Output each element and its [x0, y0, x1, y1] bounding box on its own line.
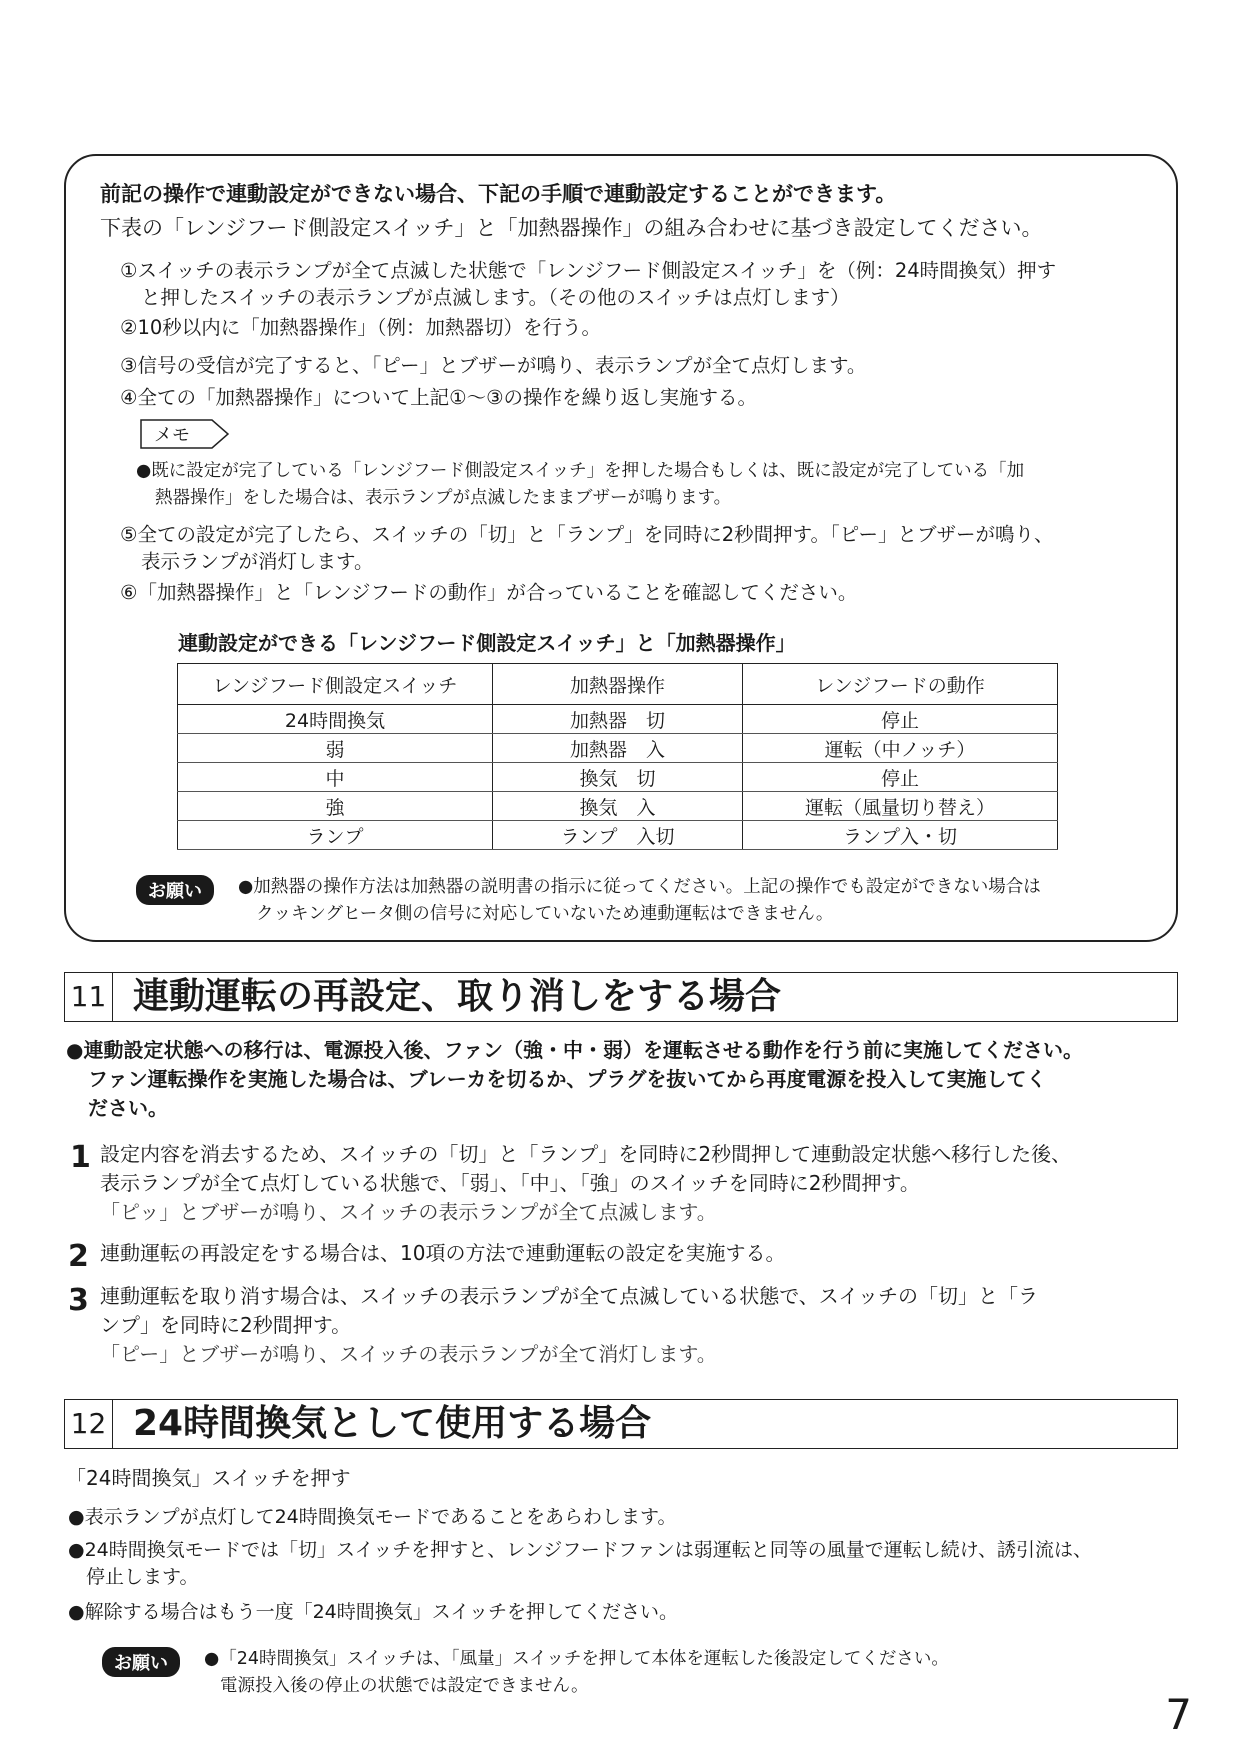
sec11-step-1-line-2: 表示ランプが全て点灯している状態で、「弱」、「中」、「強」のスイッチを同時に2秒間押す。 [100, 1171, 920, 1195]
table-cell: 加熱器 入 [493, 734, 743, 763]
table-cell: 換気 切 [493, 763, 743, 792]
table-header-row [178, 664, 1058, 705]
step-3: ③信号の受信が完了すると、「ピー」とブザーが鳴り、表示ランプが全て点灯します。 [120, 354, 867, 377]
sec11-step-3-number: 3 [68, 1283, 89, 1318]
section-12-number: 12 [65, 1400, 113, 1448]
memo-tag [140, 419, 230, 449]
request-line-1: ●加熱器の操作方法は加熱器の説明書の指示に従ってください。上記の操作でも設定ができない場合は [238, 877, 1041, 897]
table-cell: ランプ入・切 [743, 821, 1058, 850]
table-header: 加熱器操作 [493, 664, 743, 705]
request-badge [136, 875, 214, 905]
sec11-step-2-number: 2 [68, 1239, 89, 1274]
table-cell: ランプ [178, 821, 493, 850]
sec11-step-3-line-2: ンプ」を同時に2秒間押す。 [100, 1313, 352, 1337]
sec12-bullet-1: ●表示ランプが点灯して24時間換気モードであることをあらわします。 [68, 1506, 677, 1528]
step-5-line-1: ⑤全ての設定が完了したら、スイッチの「切」と「ランプ」を同時に2秒間押す。「ピー」とブザーが鳴り、 [120, 523, 1054, 546]
request-badge-label: お願い [136, 875, 214, 905]
step-6: ⑥「加熱器操作」と「レンジフードの動作」が合っていることを確認してください。 [120, 581, 858, 604]
sec12-request-line-1: ●「24時間換気」スイッチは、「風量」スイッチを押して本体を運転した後設定してください。 [204, 1649, 949, 1669]
table-cell: ランプ 入切 [493, 821, 743, 850]
step-4: ④全ての「加熱器操作」について上記①〜③の操作を繰り返し実施する。 [120, 386, 758, 409]
sec12-bullet-3: ●解除する場合はもう一度「24時間換気」スイッチを押してください。 [68, 1601, 678, 1623]
table-cell: 加熱器 切 [493, 705, 743, 734]
step-1-line-2: と押したスイッチの表示ランプが点滅します。（その他のスイッチは点灯します） [141, 286, 850, 309]
sec11-step-1-result: 「ピッ」とブザーが鳴り、スイッチの表示ランプが全て点滅します。 [100, 1200, 717, 1224]
table-cell: 24時間換気 [178, 705, 493, 734]
section-12-header [64, 1399, 1178, 1449]
section-12-title: 24時間換気として使用する場合 [133, 1403, 652, 1444]
page-number: 7 [1165, 1690, 1192, 1739]
table-cell: 停止 [743, 763, 1058, 792]
box-subtitle: 下表の「レンジフード側設定スイッチ」と「加熱器操作」の組み合わせに基づき設定してください。 [100, 216, 1043, 240]
table-cell: 停止 [743, 705, 1058, 734]
table-cell: 換気 入 [493, 792, 743, 821]
sec11-step-1-line-1: 設定内容を消去するため、スイッチの「切」と「ランプ」を同時に2秒間押して連動設定状態へ移行した後、 [100, 1142, 1072, 1166]
sec11-step-2-line-1: 連動運転の再設定をする場合は、10項の方法で連動運転の設定を実施する。 [100, 1241, 786, 1265]
memo-line-1: ●既に設定が完了している「レンジフード側設定スイッチ」を押した場合もしくは、既に設定が完了している「加 [136, 461, 1025, 481]
sec11-step-3-line-1: 連動運転を取り消す場合は、スイッチの表示ランプが全て点滅している状態で、スイッチの「切」と「ラ [100, 1284, 1038, 1308]
step-1-line-1: ①スイッチの表示ランプが全て点滅した状態で「レンジフード側設定スイッチ」を（例：24時間換気）押す [120, 259, 1057, 282]
memo-line-2: 熱器操作」をした場合は、表示ランプが点滅したままブザーが鳴ります。 [155, 488, 732, 508]
step-2: ②10秒以内に「加熱器操作」（例：加熱器切）を行う。 [120, 316, 602, 339]
table-row [178, 821, 1058, 850]
step-5-line-2: 表示ランプが消灯します。 [141, 550, 374, 573]
table-header: レンジフード側設定スイッチ [178, 664, 493, 705]
sec12-request-badge [102, 1647, 180, 1677]
sec12-lead: 「24時間換気」スイッチを押す [66, 1466, 351, 1490]
box-title: 前記の操作で連動設定ができない場合、下記の手順で連動設定することができます。 [100, 182, 897, 206]
sec11-step-3-result: 「ピー」とブザーが鳴り、スイッチの表示ランプが全て消灯します。 [100, 1342, 717, 1366]
section-11-header [64, 972, 1178, 1022]
table-row [178, 792, 1058, 821]
section-11-title: 連動運転の再設定、取り消しをする場合 [133, 976, 782, 1017]
table-cell: 弱 [178, 734, 493, 763]
table-cell: 中 [178, 763, 493, 792]
sec12-request-badge-label: お願い [102, 1647, 180, 1677]
section-11-number: 11 [65, 973, 113, 1021]
sec11-step-1-number: 1 [70, 1140, 91, 1175]
table-cell: 運転（風量切り替え） [743, 792, 1058, 821]
link-settings-table [177, 663, 1058, 850]
table-cell: 運転（中ノッチ） [743, 734, 1058, 763]
table-row [178, 734, 1058, 763]
sec12-request-line-2: 電源投入後の停止の状態では設定できません。 [220, 1676, 589, 1696]
sec11-note-line-3: ださい。 [88, 1096, 168, 1120]
sec12-bullet-2-line-2: 停止します。 [86, 1566, 199, 1588]
sec11-note-line-2: ファン運転操作を実施した場合は、ブレーカを切るか、プラグを抜いてから再度電源を投入して実施してく [88, 1067, 1047, 1091]
table-row [178, 763, 1058, 792]
sec11-note-line-1: ●連動設定状態への移行は、電源投入後、ファン（強・中・弱）を運転させる動作を行う前に実施してください。 [66, 1038, 1084, 1062]
table-header: レンジフードの動作 [743, 664, 1058, 705]
table-row [178, 705, 1058, 734]
memo-label: メモ [154, 425, 190, 446]
table-cell: 強 [178, 792, 493, 821]
sec12-bullet-2-line-1: ●24時間換気モードでは「切」スイッチを押すと、レンジフードファンは弱運転と同等の風量で運転し続け、誘引流は、 [68, 1539, 1093, 1561]
request-line-2: クッキングヒータ側の信号に対応していないため連動運転はできません。 [256, 904, 834, 924]
table-title: 連動設定ができる「レンジフード側設定スイッチ」と「加熱器操作」 [178, 631, 796, 655]
